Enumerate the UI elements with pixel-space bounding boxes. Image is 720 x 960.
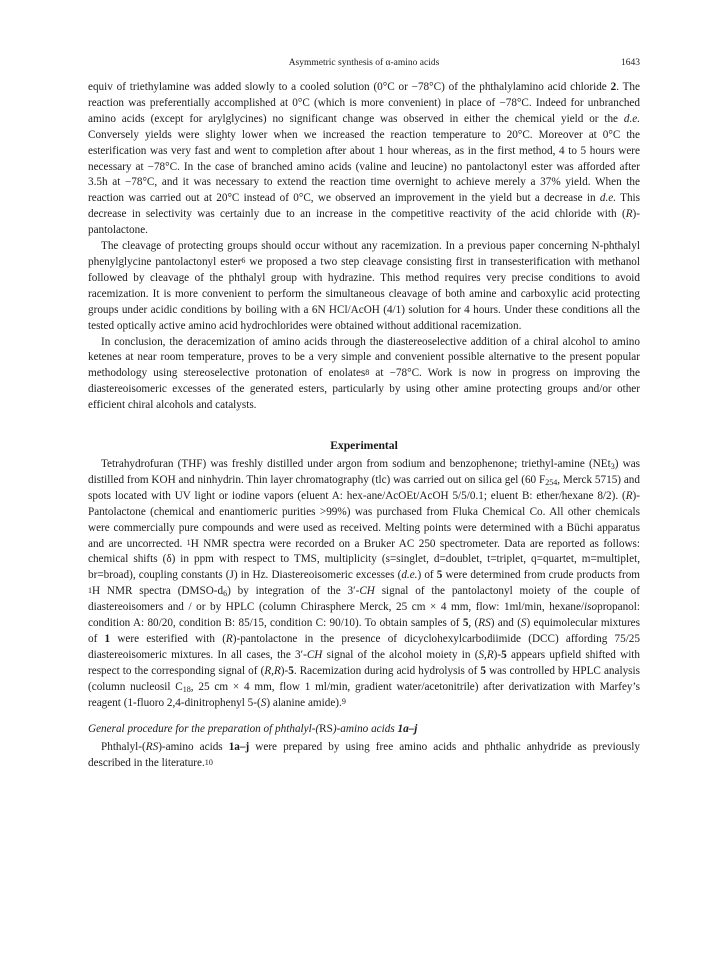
page-number: 1643 bbox=[621, 58, 640, 68]
body-paragraph: The cleavage of protecting groups should occur without any racemization. In a previous paper concerning N-phthalyl phenylglycine pantolactonyl ester$^6$ we proposed a two step cleavage consisting first in transesterification with methanol followed by cleavage of the phthalyl group with hydrazine. This method requires very precise conditions to avoid racemization. It is more convenient to perform the simultaneous cleavage of both amine and carboxylic acid protecting groups under acidic conditions by boiling with a 6N HCl/AcOH (4/1) solution for 4 hours. Under these conditions all the tested optically active amino acid hydrochlorides were obtained without additional racemization. bbox=[88, 240, 640, 332]
body-paragraph: In conclusion, the deracemization of amino acids through the diastereoselective addition of a chiral alcohol to amino ketenes at near room temperature, proves to be a very simple and convenient possible alternative to the present popular methodology using stereoselective protonation of enolates$^8$ at −78°C. Work is now in progress on improving the diastereoisomeric excesses of the generated esters, particularly by using other amine protecting groups and/or other efficient chiral alcohols and catalysts. bbox=[88, 335, 640, 412]
section-heading-experimental: Experimental bbox=[330, 439, 398, 453]
body-paragraph: equiv of triethylamine was added slowly to a cooled solution (0°C or −78°C) of the phthalylamino acid chloride 2. The reaction was preferentially accomplished at 0°C (which is more convenient) in place of −78°C. Indeed for unbranched amino acids (except for arylglycines) no significant change was observed in either the chemical yield or the d.e. Conversely yields were slighty lower when we increased the reaction temperature to 20°C. Moreover at 0°C the esterification was very fast and went to completion after about 1 hour whereas, as in the first method, 4 to 5 hours were necessary at −78°C. In the case of branched amino acids (valine and leucine) no pantolactonyl ester was afforded after 3.5h at −78°C, and it was necessary to extend the reaction time overnight to achieve merely a 37% yield. When the reaction was carried out at 20°C instead of 0°C, we observed an improvement in the yield but a decrease in d.e. This decrease in selectivity was certainly due to an increase in the competitive reactivity of the acid chloride with (R)-pantolactone. bbox=[88, 81, 641, 237]
subsection-heading-general-procedure: General procedure for the preparation of phthalyl-(RS)-amino acids 1a–j bbox=[88, 722, 418, 735]
experimental-paragraph: Tetrahydrofuran (THF) was freshly distilled under argon from sodium and benzophenone; triethyl-amine (NEt3) was distilled from KOH and ninhydrin. Thin layer chromatography (tlc) was carried out on silica gel (60 F254, Merck 5715) and spots located with UV light or iodine vapors (eluent A: hex-ane/AcOEt/AcOH 5/5/0.1; eluent B: ether/hexane 8/2). (R)-Pantolactone (chemical and enantiomeric purities >99%) was purchased from Fluka Chemical Co. All other chemicals were commercially pure compounds and were used as received. Melting points were determined with a Büchi apparatus and are uncorrected. $^1$H NMR spectra were recorded on a Bruker AC 250 spectrometer. Data are reported as follows: chemical shifts (δ) in ppm with respect to TMS, multiplicity (s=singlet, d=doublet, t=triplet, q=quartet, m=multiplet, br=broad), coupling constants (J) in Hz. Diastereoisomeric excesses (d.e.) of 5 were determined from crude products from $^1$H NMR spectra (DMSO-d6) by integration of the 3′-CH signal of the pantolactonyl moiety of the couple of diastereoisomers and / or by HPLC (column Chirasphere Merck, 25 cm × 4 mm, flow: 1ml/min, hexane/isopropanol: condition A: 80/20, condition B: 85/15, condition C: 90/10). To obtain samples of 5, (RS) and (S) equimolecular mixtures of 1 were esterified with (R)-pantolactone in the presence of dicyclohexylcarbodiimide (DCC) affording 75/25 diastereoisomeric mixtures. In all cases, the 3′-CH signal of the alcohol moiety in (S,R)-5 appears upfield shifted with respect to the corresponding signal of (R,R)-5. Racemization during acid hydrolysis of 5 was controlled by HPLC analysis (column nucleosil C18, 25 cm × 4 mm, flow 1 ml/min, gradient water/acetonitrile) after derivatization with Marfey’s reagent (1-fluoro 2,4-dinitrophenyl 5-(S) alanine amide).$^9$ bbox=[88, 458, 641, 709]
page bbox=[88, 58, 640, 772]
running-header bbox=[88, 58, 640, 74]
procedure-paragraph: Phthalyl-(RS)-amino acids 1a–j were prepared by using free amino acids and phthalic anhydride as previously described in the literature.$^{10}$ bbox=[88, 741, 640, 770]
running-title: Asymmetric synthesis of α-amino acids bbox=[288, 58, 440, 68]
